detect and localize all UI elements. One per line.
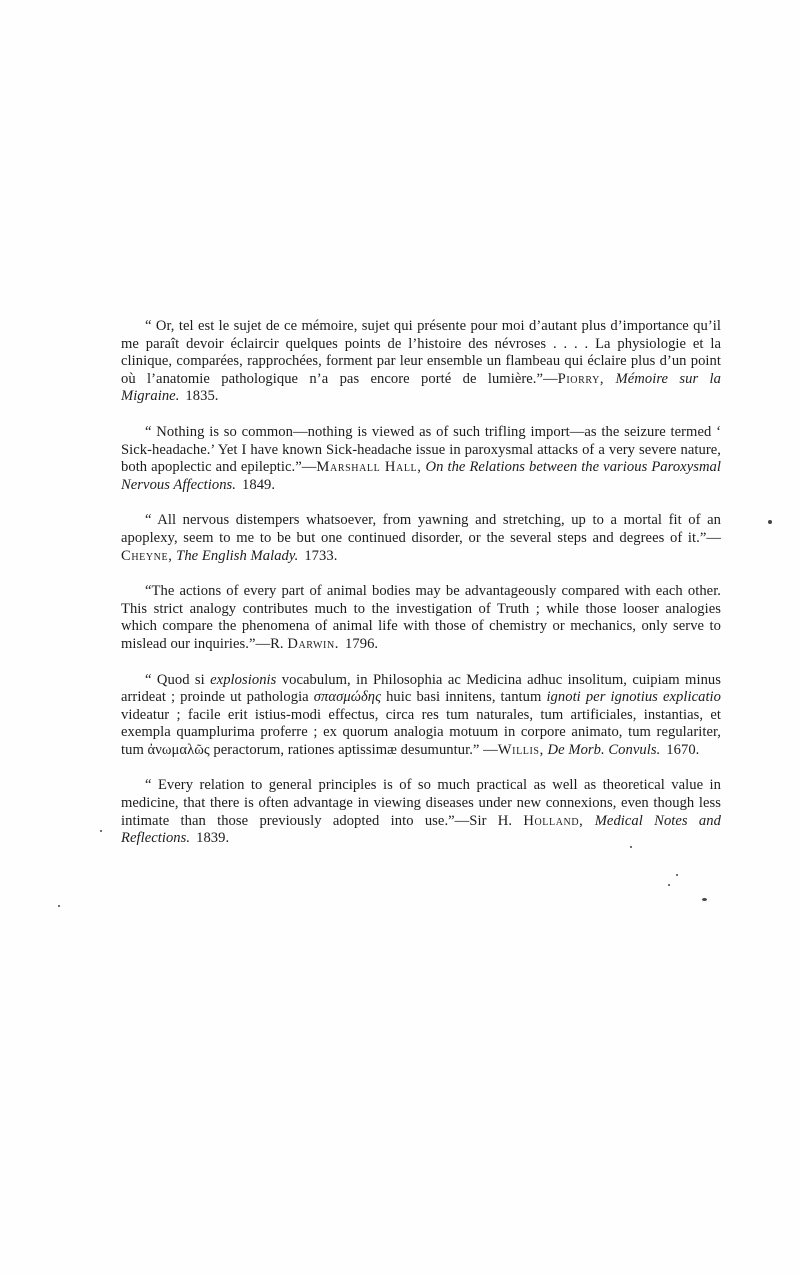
quote-work: De Morb. Convuls. (547, 741, 661, 758)
epigraph-willis (121, 672, 721, 760)
quote-text: “ Nothing is so common—nothing is viewed as of such trifling import—as the seizure termed ‘ Sick-headache.’ Yet I have known Sick-headache issue in paroxysmal attacks of a very severe nature, both apoplectic and epileptic.”— (121, 423, 721, 476)
paper-speck (630, 846, 632, 848)
quote-author: Darwin. (287, 635, 340, 652)
quote-text: “ Quod si (145, 671, 211, 688)
paper-speck (702, 898, 707, 901)
quote-year: 1733. (304, 547, 338, 564)
epigraph-holland (121, 777, 721, 847)
quote-author: Holland, (523, 812, 584, 829)
quote-author: Willis, (497, 741, 544, 758)
quote-text: “ All nervous distempers whatsoever, from yawning and stretching, up to a mortal fit of an apoplexy, seem to me to be but one continued disorder, or the several steps and degrees of it.”— (121, 512, 721, 546)
quote-text: “ Every relation to general principles is of so much practical as well as theoretical value in medicine, that there is often advantage in viewing diseases under new connexions, even though less intimate than those previously adopted into use.”—Sir H. (121, 777, 721, 829)
epigraph-piorry (121, 318, 721, 406)
quote-text: huic basi innitens, tantum (381, 689, 547, 706)
epigraph-block (121, 318, 721, 866)
quote-year: 1796. (345, 635, 379, 652)
paper-speck (676, 874, 678, 876)
epigraph-cheyne (121, 512, 721, 565)
quote-text: vocabulum, in Philosophia ac Medicina adhuc insolitum, cuipiam minus arrideat ; proinde ut pathologia (121, 671, 721, 706)
quote-year: 1670. (666, 741, 700, 758)
epigraph-darwin (121, 583, 721, 653)
quote-year: 1839. (196, 830, 230, 847)
quote-work: Medical Notes and Reflections. (121, 812, 721, 847)
quote-text: “ Or, tel est le sujet de ce mémoire, sujet qui présente pour moi d’autant plus d’importance qu’il me paraît devoir éclaircir quelques points de l’histoire des névroses . . . . La physiologie et la clinique, comparées, rapprochées, forment par leur ensemble un flambeau qui éclaire plus d’un point où l’anatomie pathologique n’a pas encore porté de lumière.”— (121, 318, 721, 387)
epigraph-marshall-hall (121, 424, 721, 494)
quote-year: 1835. (185, 388, 219, 405)
quote-italic: ignoti per ignotius explicatio (546, 689, 721, 706)
quote-author: Piorry, (557, 370, 605, 387)
paper-speck (100, 830, 102, 832)
paper-speck (58, 905, 60, 907)
quote-italic: explosionis (210, 671, 277, 688)
quote-author: Marshall Hall, (316, 459, 422, 476)
quote-work: Mémoire sur la Migraine. (121, 370, 721, 405)
quote-text: “The actions of every part of animal bodies may be advantageously compared with each other. This strict analogy contributes much to the investigation of Truth ; while those looser analogies which compare the phenomena of animal life with those of chemistry or mechanics, only serve to mislead our inquiries.”—R. (121, 583, 721, 652)
quote-work: On the Relations between the various Paroxysmal Nervous Affections. (121, 459, 721, 493)
paper-speck (768, 520, 772, 524)
quote-year: 1849. (242, 476, 276, 493)
quote-work: The English Malady. (176, 547, 299, 564)
quote-greek: σπασμώδης (313, 689, 382, 706)
quote-text: videatur ; facile erit istius-modi effectus, circa res tum naturales, tum artificiales, instantias, et exempla quamplurima proferre ; ex quorum analogia motuum in corpore animato, tum regulariter, tum ἀνωμαλῶς peractorum, rationes aptissimæ desumuntur.” — (121, 706, 721, 758)
paper-speck (668, 884, 670, 886)
quote-author: Cheyne, (121, 547, 173, 564)
